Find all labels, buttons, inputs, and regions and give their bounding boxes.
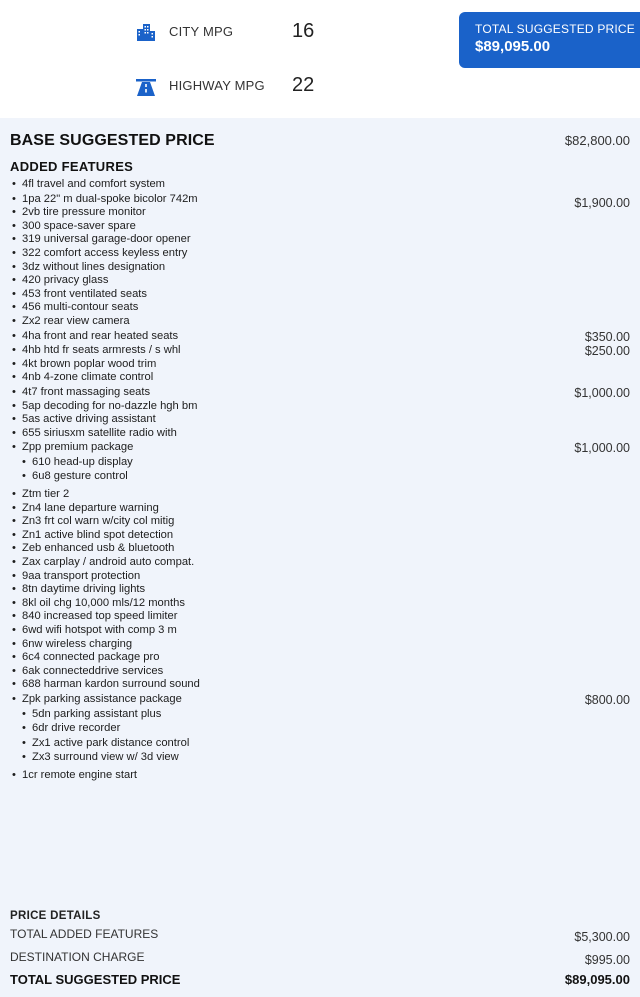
- feature-name: 6nw wireless charging: [22, 637, 133, 650]
- bullet: •: [12, 233, 16, 246]
- feature-name: Zeb enhanced usb & bluetooth: [22, 542, 175, 555]
- bullet: •: [12, 556, 16, 569]
- feature-item: [12, 274, 630, 288]
- base-price-row: [10, 132, 630, 150]
- bullet: •: [22, 722, 26, 735]
- feature-name: Zn4 lane departure warning: [22, 501, 159, 514]
- total-suggested-price-row: [10, 970, 630, 987]
- feature-name: 6c4 connected package pro: [22, 651, 160, 664]
- city-mpg-row: [136, 20, 314, 43]
- total-suggested-price-value: $89,095.00: [564, 972, 630, 987]
- feature-name: 420 privacy glass: [22, 274, 109, 287]
- feature-item: [12, 371, 630, 385]
- bullet: •: [12, 206, 16, 219]
- feature-name: Zn3 frt col warn w/city col mitig: [22, 515, 175, 528]
- feature-item: [12, 542, 630, 556]
- sub-feature-item: [12, 737, 630, 751]
- bullet: •: [12, 192, 16, 205]
- city-buildings-icon: [136, 22, 156, 42]
- highway-mpg-row: [136, 74, 314, 97]
- highway-mpg-label: HIGHWAY MPG: [169, 78, 265, 93]
- feature-name: 6wd wifi hotspot with comp 3 m: [22, 624, 177, 636]
- bullet: •: [12, 385, 16, 398]
- feature-item: [12, 610, 630, 624]
- bullet: •: [22, 707, 26, 720]
- bullet: •: [12, 569, 16, 582]
- bullet: •: [12, 260, 16, 273]
- feature-item: [12, 220, 630, 234]
- feature-name: 6dr drive recorder: [32, 722, 121, 735]
- feature-name: Zx2 rear view camera: [22, 314, 130, 327]
- bullet: •: [22, 736, 26, 749]
- feature-item: [12, 570, 630, 584]
- bullet: •: [12, 515, 16, 528]
- feature-item: [12, 178, 630, 192]
- feature-item: [12, 344, 630, 358]
- features-list: [12, 178, 630, 783]
- feature-price: $1,900.00: [574, 195, 630, 210]
- feature-price: $1,000.00: [574, 441, 630, 456]
- feature-name: 6u8 gesture control: [32, 470, 128, 483]
- destination-charge-value: $995.00: [584, 953, 630, 967]
- feature-name: 8tn daytime driving lights: [22, 583, 146, 596]
- feature-item: [12, 358, 630, 372]
- feature-name: 5dn parking assistant plus: [32, 707, 162, 720]
- city-mpg-label: CITY MPG: [169, 24, 234, 39]
- feature-item: [12, 502, 630, 516]
- city-mpg-value: 16: [292, 20, 315, 42]
- feature-item: [12, 330, 630, 344]
- destination-charge-label: DESTINATION CHARGE: [10, 950, 145, 964]
- sub-feature-item: [12, 708, 630, 722]
- bullet: •: [12, 274, 16, 287]
- feature-name: 5ap decoding for no-dazzle hgh bm: [22, 399, 198, 412]
- bullet: •: [12, 329, 16, 342]
- bullet: •: [12, 178, 16, 190]
- feature-price: $1,000.00: [574, 385, 630, 400]
- feature-item: [12, 288, 630, 302]
- feature-item: [12, 247, 630, 261]
- feature-item: [12, 233, 630, 247]
- feature-name: 322 comfort access keyless entry: [22, 246, 188, 259]
- bullet: •: [12, 501, 16, 514]
- sub-feature-item: [12, 470, 630, 484]
- bullet: •: [12, 413, 16, 426]
- bullet: •: [12, 596, 16, 609]
- feature-name: 453 front ventilated seats: [22, 287, 148, 300]
- total-price-badge-label: TOTAL SUGGESTED PRICE: [475, 22, 636, 36]
- feature-item: [12, 693, 630, 707]
- price-details: [10, 910, 630, 987]
- feature-name: 610 head-up display: [32, 455, 133, 468]
- bullet: •: [22, 455, 26, 468]
- bullet: •: [12, 246, 16, 259]
- bullet: •: [12, 624, 16, 636]
- feature-name: 4t7 front massaging seats: [22, 385, 151, 398]
- feature-item: [12, 665, 630, 679]
- bullet: •: [12, 287, 16, 300]
- feature-item: [12, 427, 630, 441]
- feature-item: [12, 315, 630, 329]
- feature-name: Zpk parking assistance package: [22, 692, 182, 705]
- feature-name: 2vb tire pressure monitor: [22, 206, 146, 219]
- feature-name: 4fl travel and comfort system: [22, 178, 166, 190]
- feature-item: [12, 651, 630, 665]
- bullet: •: [12, 664, 16, 677]
- total-added-features-label: TOTAL ADDED FEATURES: [10, 927, 159, 941]
- highway-road-icon: [136, 76, 156, 96]
- feature-item: [12, 678, 630, 692]
- bullet: •: [12, 637, 16, 650]
- bullet: •: [12, 610, 16, 623]
- feature-name: 4ha front and rear heated seats: [22, 329, 179, 342]
- bullet: •: [12, 488, 16, 501]
- feature-name: Zx3 surround view w/ 3d view: [32, 751, 179, 764]
- bullet: •: [12, 678, 16, 691]
- bullet: •: [12, 357, 16, 370]
- total-price-badge: [459, 12, 640, 68]
- bullet: •: [22, 470, 26, 483]
- feature-item: [12, 386, 630, 400]
- feature-name: 1cr remote engine start: [22, 768, 138, 781]
- feature-item: [12, 769, 630, 783]
- feature-name: 319 universal garage-door opener: [22, 233, 191, 246]
- feature-name: Zax carplay / android auto compat.: [22, 556, 195, 569]
- destination-charge-row: [10, 948, 630, 970]
- feature-name: 5as active driving assistant: [22, 413, 156, 426]
- price-details-title: PRICE DETAILS: [10, 910, 101, 922]
- bullet: •: [22, 751, 26, 764]
- bullet: •: [12, 542, 16, 555]
- feature-name: 1pa 22" m dual-spoke bicolor 742m: [22, 192, 198, 205]
- feature-item: [12, 301, 630, 315]
- feature-name: 688 harman kardon surround sound: [22, 678, 200, 691]
- total-added-features-row: [10, 927, 630, 948]
- feature-item: [12, 441, 630, 455]
- highway-mpg-value: 22: [292, 74, 315, 96]
- sub-feature-item: [12, 722, 630, 736]
- total-added-features-value: $5,300.00: [574, 930, 630, 944]
- total-suggested-price-label: TOTAL SUGGESTED PRICE: [10, 972, 181, 987]
- feature-item: [12, 556, 630, 570]
- bullet: •: [12, 344, 16, 357]
- bullet: •: [12, 651, 16, 664]
- bullet: •: [12, 768, 16, 781]
- feature-item: [12, 638, 630, 652]
- feature-price: $800.00: [584, 692, 630, 707]
- feature-item: [12, 400, 630, 414]
- base-price-value: $82,800.00: [564, 133, 630, 148]
- feature-item: [12, 515, 630, 529]
- feature-item: [12, 583, 630, 597]
- feature-item: [12, 597, 630, 611]
- bullet: •: [12, 301, 16, 314]
- feature-name: Zx1 active park distance control: [32, 736, 190, 749]
- feature-name: 3dz without lines designation: [22, 260, 166, 273]
- feature-price: $350.00: [584, 329, 630, 344]
- feature-name: 456 multi-contour seats: [22, 301, 139, 314]
- feature-name: 840 increased top speed limiter: [22, 610, 178, 623]
- feature-item: [12, 206, 630, 220]
- total-price-badge-value: $89,095.00: [475, 38, 551, 55]
- feature-name: Zpp premium package: [22, 441, 134, 454]
- bullet: •: [12, 583, 16, 596]
- price-panel: [0, 118, 640, 997]
- feature-item: [12, 413, 630, 427]
- feature-name: 4nb 4-zone climate control: [22, 371, 154, 384]
- feature-name: 9aa transport protection: [22, 569, 141, 582]
- feature-name: 8kl oil chg 10,000 mls/12 months: [22, 596, 185, 609]
- bullet: •: [12, 219, 16, 232]
- bullet: •: [12, 314, 16, 327]
- header: [0, 0, 640, 118]
- bullet: •: [12, 441, 16, 454]
- feature-name: 6ak connecteddrive services: [22, 664, 164, 677]
- feature-item: [12, 261, 630, 275]
- feature-item: [12, 624, 630, 638]
- feature-item: [12, 529, 630, 543]
- feature-name: 300 space-saver spare: [22, 219, 136, 232]
- bullet: •: [12, 399, 16, 412]
- feature-name: 4kt brown poplar wood trim: [22, 357, 157, 370]
- bullet: •: [12, 426, 16, 439]
- sub-feature-item: [12, 456, 630, 470]
- bullet: •: [12, 528, 16, 541]
- bullet: •: [12, 692, 16, 705]
- feature-name: Zn1 active blind spot detection: [22, 528, 174, 541]
- base-price-label: BASE SUGGESTED PRICE: [10, 132, 215, 149]
- bullet: •: [12, 371, 16, 384]
- feature-name: 4hb htd fr seats armrests / s whl: [22, 344, 181, 357]
- feature-name: 655 siriusxm satellite radio with: [22, 426, 177, 439]
- feature-item: [12, 488, 630, 502]
- added-features-title: ADDED FEATURES: [10, 159, 134, 174]
- feature-price: $250.00: [584, 344, 630, 359]
- feature-name: Ztm tier 2: [22, 488, 70, 501]
- sub-feature-item: [12, 751, 630, 765]
- feature-item: [12, 192, 630, 210]
